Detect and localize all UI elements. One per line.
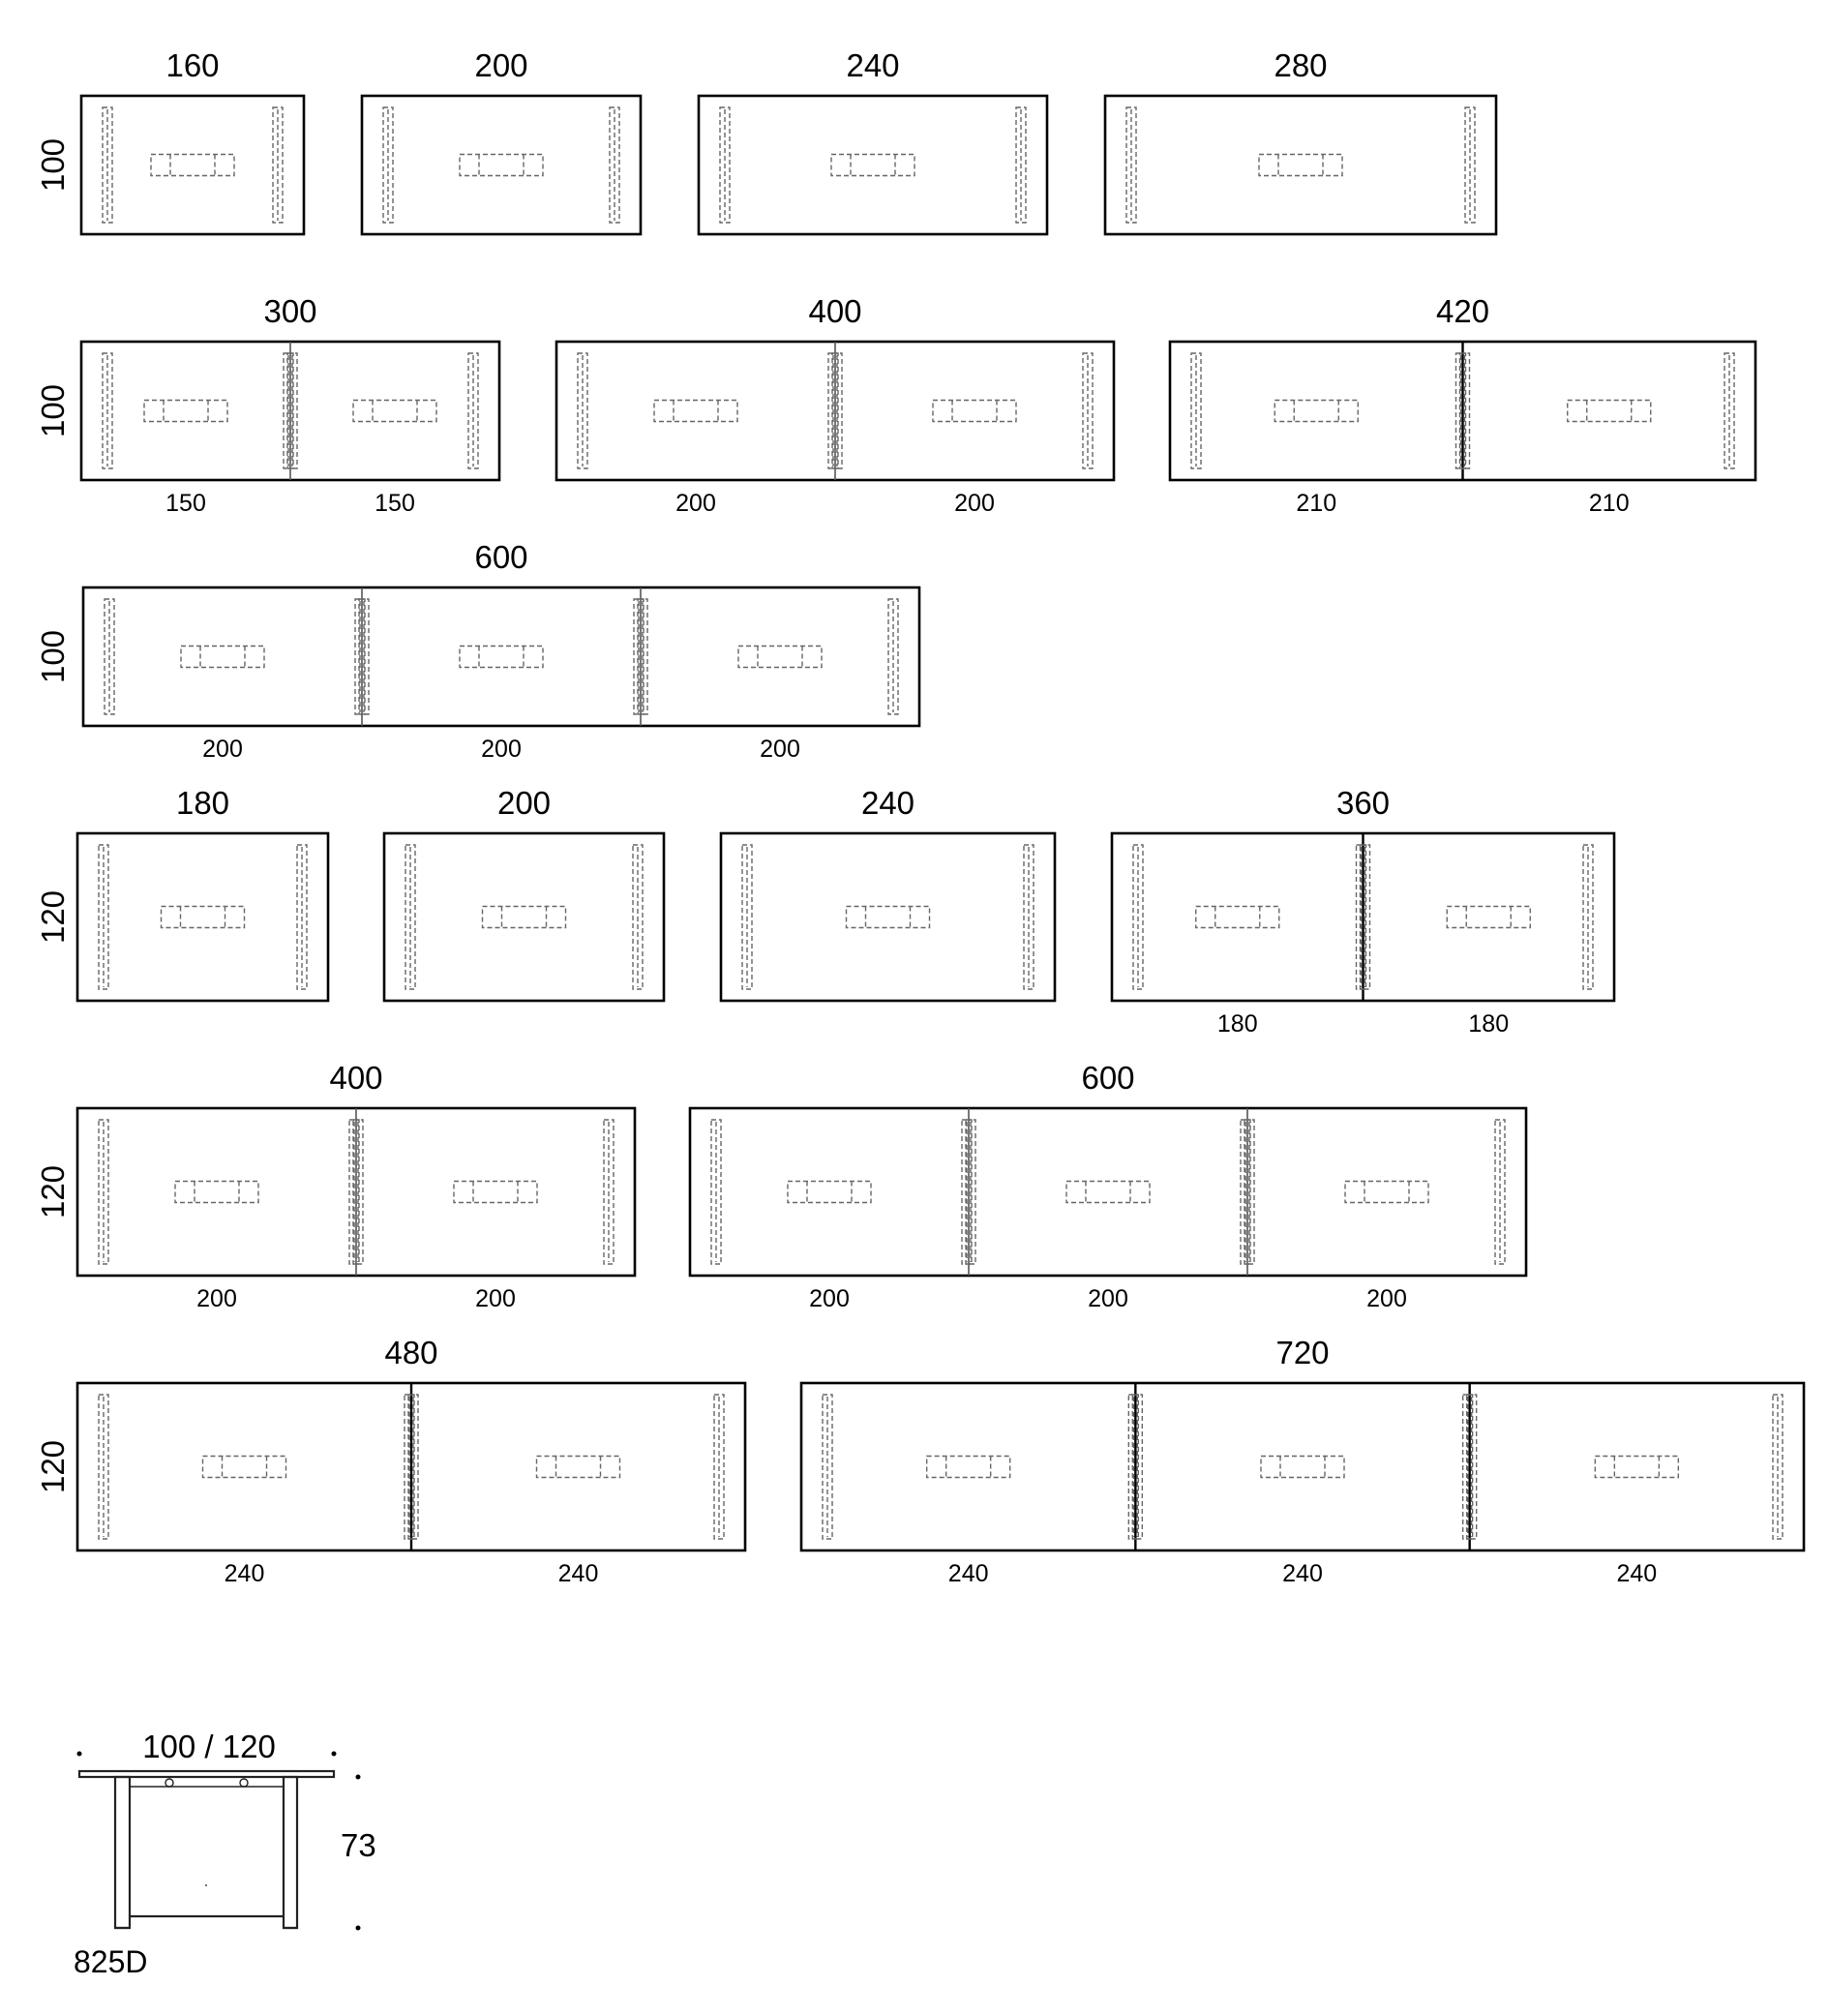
model-code: 825D — [74, 1944, 148, 1979]
width-label: 160 — [165, 47, 220, 83]
depth-label: 100 — [35, 137, 71, 193]
crossbeam-dashed — [738, 647, 822, 668]
width-label: 600 — [474, 539, 528, 575]
side-fixing — [165, 1779, 173, 1787]
table-plan — [699, 47, 1047, 234]
table-plan — [35, 293, 499, 517]
width-label: 240 — [846, 47, 900, 83]
tabletop-outline — [362, 96, 641, 234]
crossbeam-dashed — [1196, 907, 1279, 928]
width-label: 600 — [1081, 1060, 1135, 1096]
width-label: 420 — [1435, 293, 1490, 329]
table-plan — [721, 785, 1055, 1001]
section-width-label: 240 — [557, 1560, 599, 1587]
crossbeam-dashed — [1259, 155, 1342, 176]
side-depth-label: 100 / 120 — [142, 1729, 276, 1764]
depth-label: 120 — [35, 1164, 71, 1219]
table-plan — [1112, 785, 1614, 1038]
section-width-label: 200 — [760, 736, 800, 763]
crossbeam-dashed — [353, 401, 436, 422]
dimension-tick — [356, 1926, 361, 1931]
crossbeam-dashed — [537, 1457, 620, 1478]
crossbeam-dashed — [1274, 401, 1358, 422]
width-label: 360 — [1335, 785, 1391, 821]
crossbeam-dashed — [144, 401, 227, 422]
width-label: 400 — [808, 293, 862, 329]
table-plan — [384, 785, 664, 1001]
section-width-label: 150 — [375, 490, 415, 517]
plan-views — [35, 47, 1804, 1587]
crossbeam-dashed — [788, 1182, 871, 1203]
crossbeam-dashed — [460, 155, 543, 176]
tabletop-outline — [721, 833, 1055, 1001]
section-width-label: 200 — [675, 490, 716, 517]
side-elevation-view — [74, 1729, 376, 1979]
section-width-label: 200 — [196, 1285, 237, 1312]
tabletop-outline — [83, 587, 919, 726]
crossbeam-dashed — [847, 907, 930, 928]
table-plan — [1170, 293, 1755, 517]
crossbeam-dashed — [203, 1457, 286, 1478]
width-label: 480 — [384, 1335, 438, 1370]
crossbeam-dashed — [460, 647, 543, 668]
table-plan — [35, 1335, 745, 1587]
side-center-mark — [205, 1884, 207, 1886]
crossbeam-dashed — [151, 155, 234, 176]
dimension-tick — [77, 1752, 82, 1757]
depth-label: 100 — [35, 629, 71, 684]
section-width-label: 180 — [1216, 1010, 1258, 1038]
section-width-label: 200 — [1366, 1285, 1407, 1312]
crossbeam-dashed — [1261, 1457, 1344, 1478]
width-label: 200 — [474, 47, 528, 83]
depth-label: 120 — [35, 1439, 71, 1494]
tabletop-outline — [699, 96, 1047, 234]
section-width-label: 210 — [1588, 490, 1630, 517]
crossbeam-dashed — [454, 1182, 537, 1203]
section-width-label: 240 — [1282, 1560, 1323, 1587]
section-width-label: 200 — [954, 490, 995, 517]
section-width-label: 180 — [1468, 1010, 1510, 1038]
section-width-label: 200 — [809, 1285, 850, 1312]
crossbeam-dashed — [1345, 1182, 1428, 1203]
table-plan — [35, 539, 919, 763]
tabletop-outline — [384, 833, 664, 1001]
section-width-label: 200 — [1088, 1285, 1128, 1312]
table-plan — [556, 293, 1114, 517]
section-width-label: 200 — [481, 736, 522, 763]
section-width-label: 150 — [165, 490, 206, 517]
table-plan — [362, 47, 641, 234]
table-plan — [35, 785, 328, 1001]
tabletop-outline — [690, 1108, 1526, 1276]
table-plan — [690, 1060, 1526, 1312]
tabletop-outline — [81, 96, 304, 234]
crossbeam-dashed — [933, 401, 1016, 422]
section-width-label: 210 — [1296, 490, 1337, 517]
table-plan — [801, 1335, 1804, 1587]
depth-label: 120 — [35, 889, 71, 945]
section-width-label: 240 — [1616, 1560, 1658, 1587]
width-label: 300 — [263, 293, 317, 329]
width-label: 180 — [175, 785, 230, 821]
table-plan — [35, 1060, 635, 1312]
crossbeam-dashed — [162, 907, 245, 928]
crossbeam-dashed — [654, 401, 737, 422]
side-fixing — [240, 1779, 248, 1787]
crossbeam-dashed — [927, 1457, 1010, 1478]
width-label: 200 — [496, 785, 552, 821]
side-leg-left — [115, 1777, 130, 1928]
crossbeam-dashed — [1447, 907, 1530, 928]
dimension-tick — [332, 1752, 337, 1757]
tabletop-outline — [77, 833, 328, 1001]
crossbeam-dashed — [1568, 401, 1651, 422]
crossbeam-dashed — [175, 1182, 258, 1203]
depth-label: 100 — [35, 383, 71, 438]
width-label: 400 — [329, 1060, 383, 1096]
crossbeam-dashed — [1066, 1182, 1150, 1203]
section-width-label: 200 — [202, 736, 243, 763]
crossbeam-dashed — [1595, 1457, 1678, 1478]
width-label: 280 — [1274, 47, 1328, 83]
table-plan — [1105, 47, 1496, 234]
table-plan — [35, 47, 304, 234]
tabletop-outline — [1105, 96, 1496, 234]
dimension-tick — [356, 1775, 361, 1780]
section-width-label: 200 — [475, 1285, 516, 1312]
section-width-label: 240 — [224, 1560, 265, 1587]
width-label: 720 — [1275, 1335, 1330, 1370]
section-width-label: 240 — [947, 1560, 989, 1587]
crossbeam-dashed — [831, 155, 914, 176]
side-height-label: 73 — [341, 1827, 376, 1863]
crossbeam-dashed — [181, 647, 264, 668]
width-label: 240 — [860, 785, 915, 821]
tabletop-outline — [801, 1383, 1804, 1550]
crossbeam-dashed — [483, 907, 566, 928]
side-leg-right — [284, 1777, 297, 1928]
